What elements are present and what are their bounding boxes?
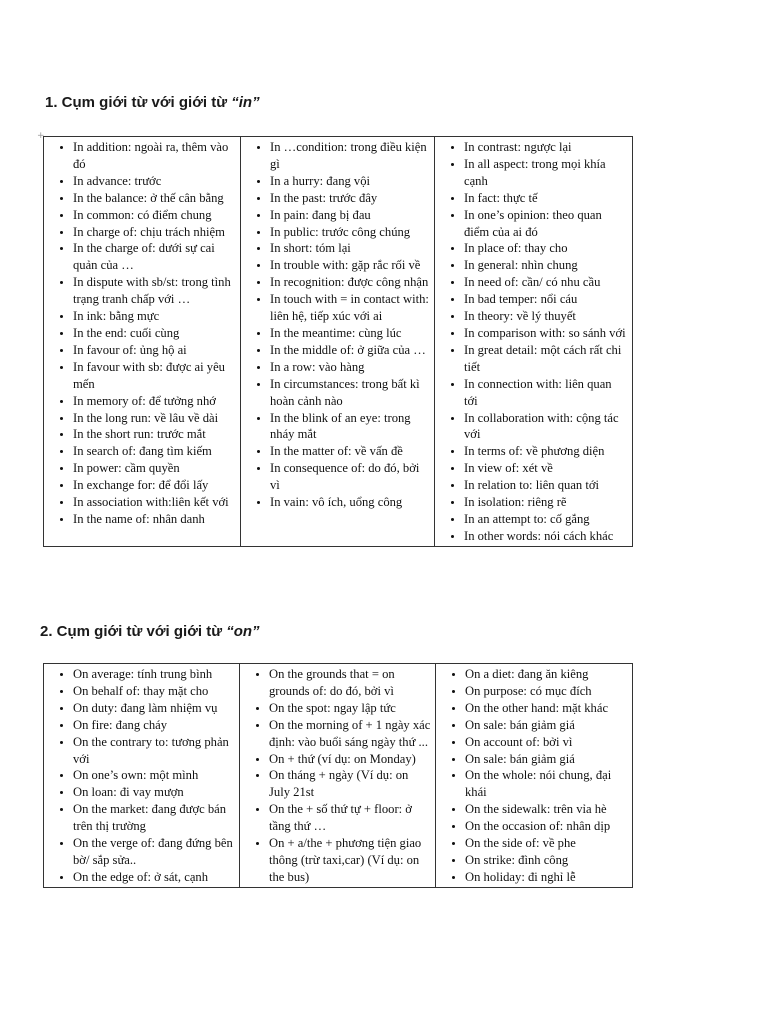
list-item: • On the verge of: đang đứng bên bờ/ sắp sửa.. xyxy=(73,835,235,869)
list-item: • On the morning of + 1 ngày xác định: vào buổi sáng ngày thứ ... xyxy=(269,717,431,751)
list-item: • On the edge of: ở sát, cạnh xyxy=(73,869,235,886)
list-item: • In need of: cần/ có nhu cầu xyxy=(464,274,628,291)
list-item: • On the contrary to: tương phản với xyxy=(73,734,235,768)
list-item: • In view of: xét về xyxy=(464,460,628,477)
list-item: • On loan: đi vay mượn xyxy=(73,784,235,801)
list-item: • In other words: nói cách khác xyxy=(464,528,628,545)
list-item: • In collaboration with: cộng tác với xyxy=(464,410,628,444)
list-item: • In search of: đang tìm kiếm xyxy=(73,443,236,460)
list-item: • In isolation: riêng rẽ xyxy=(464,494,628,511)
list-item: • On the grounds that = on grounds of: do đó, bởi vì xyxy=(269,666,431,700)
table-column xyxy=(435,137,633,547)
list-item: • In exchange for: để đổi lấy xyxy=(73,477,236,494)
list-item: • In touch with = in contact with: liên hệ, tiếp xúc với ai xyxy=(270,291,430,325)
list-item: • In favour with sb: được ai yêu mến xyxy=(73,359,236,393)
in-phrases-table xyxy=(43,136,633,547)
list-item: • In short: tóm lại xyxy=(270,240,430,257)
list-item: • In general: nhìn chung xyxy=(464,257,628,274)
list-item: • In the meantime: cùng lúc xyxy=(270,325,430,342)
list-item: • In great detail: một cách rất chi tiết xyxy=(464,342,628,376)
phrase-list xyxy=(48,666,235,886)
list-item: • In relation to: liên quan tới xyxy=(464,477,628,494)
list-item: • In the end: cuối cùng xyxy=(73,325,236,342)
list-item: • In connection with: liên quan tới xyxy=(464,376,628,410)
section-heading-in xyxy=(45,94,260,111)
list-item: • In ink: bằng mực xyxy=(73,308,236,325)
list-item: • In pain: đang bị đau xyxy=(270,207,430,224)
list-item: • On + a/the + phương tiện giao thông (trừ taxi,car) (Ví dụ: on the bus) xyxy=(269,835,431,886)
list-item: • On holiday: đi nghỉ lễ xyxy=(465,869,628,886)
section-heading-keyword: “on” xyxy=(226,623,260,640)
list-item: • On the other hand: mặt khác xyxy=(465,700,628,717)
table-column xyxy=(44,664,240,888)
list-item: • In dispute with sb/st: trong tình trạng tranh chấp với … xyxy=(73,274,236,308)
list-item: • In all aspect: trong mọi khía cạnh xyxy=(464,156,628,190)
list-item: • In the name of: nhân danh xyxy=(73,511,236,528)
list-item: • On the occasion of: nhân dịp xyxy=(465,818,628,835)
list-item: • On the sidewalk: trên vỉa hè xyxy=(465,801,628,818)
list-item: • On the spot: ngay lập tức xyxy=(269,700,431,717)
list-item: • In the charge of: dưới sự cai quản của … xyxy=(73,240,236,274)
phrase-list xyxy=(245,139,430,511)
list-item: • In circumstances: trong bất kì hoàn cảnh nào xyxy=(270,376,430,410)
list-item: • In one’s opinion: theo quan điểm của ai đó xyxy=(464,207,628,241)
list-item: • In memory of: để tưởng nhớ xyxy=(73,393,236,410)
section-heading-keyword: “in” xyxy=(231,94,260,111)
list-item: • On sale: bán giảm giá xyxy=(465,751,628,768)
list-item: • In trouble with: gặp rắc rối về xyxy=(270,257,430,274)
list-item: • In common: có điểm chung xyxy=(73,207,236,224)
list-item: • On one’s own: một mình xyxy=(73,767,235,784)
list-item: • On strike: đình công xyxy=(465,852,628,869)
phrase-list xyxy=(440,666,628,886)
list-item: • On the market: đang được bán trên thị trường xyxy=(73,801,235,835)
section-heading-text: 2. Cụm giới từ với giới từ xyxy=(40,623,227,640)
list-item: • On the whole: nói chung, đại khái xyxy=(465,767,628,801)
list-item: • On purpose: có mục đích xyxy=(465,683,628,700)
table-anchor-icon: + xyxy=(37,131,45,141)
list-item: • In an attempt to: cố gắng xyxy=(464,511,628,528)
phrase-list xyxy=(48,139,236,528)
table-column xyxy=(240,664,436,888)
list-item: • In addition: ngoài ra, thêm vào đó xyxy=(73,139,236,173)
phrase-list xyxy=(244,666,431,886)
list-item: • On a diet: đang ăn kiêng xyxy=(465,666,628,683)
table-column xyxy=(44,137,241,547)
list-item: • On average: tính trung bình xyxy=(73,666,235,683)
list-item: • In fact: thực tế xyxy=(464,190,628,207)
list-item: • In a hurry: đang vội xyxy=(270,173,430,190)
list-item: • In favour of: ủng hộ ai xyxy=(73,342,236,359)
list-item: • In association with:liên kết với xyxy=(73,494,236,511)
list-item: • In the past: trước đây xyxy=(270,190,430,207)
list-item: • In the middle of: ở giữa của … xyxy=(270,342,430,359)
list-item: • On fire: đang cháy xyxy=(73,717,235,734)
list-item: • On tháng + ngày (Ví dụ: on July 21st xyxy=(269,767,431,801)
list-item: • In …condition: trong điều kiện gì xyxy=(270,139,430,173)
list-item: • In vain: vô ích, uổng công xyxy=(270,494,430,511)
phrase-list xyxy=(439,139,628,545)
list-item: • In contrast: ngược lại xyxy=(464,139,628,156)
list-item: • In terms of: về phương diện xyxy=(464,443,628,460)
list-item: • In place of: thay cho xyxy=(464,240,628,257)
list-item: • In consequence of: do đó, bởi vì xyxy=(270,460,430,494)
table-column xyxy=(241,137,435,547)
list-item: • In bad temper: nổi cáu xyxy=(464,291,628,308)
list-item: • On account of: bởi vì xyxy=(465,734,628,751)
list-item: • On sale: bán giảm giá xyxy=(465,717,628,734)
list-item: • In comparison with: so sánh với xyxy=(464,325,628,342)
table-column xyxy=(436,664,633,888)
section-heading-text: 1. Cụm giới từ với giới từ xyxy=(45,94,232,111)
list-item: • On the side of: về phe xyxy=(465,835,628,852)
list-item: • In public: trước công chúng xyxy=(270,224,430,241)
on-phrases-table xyxy=(43,663,633,888)
list-item: • In a row: vào hàng xyxy=(270,359,430,376)
list-item: • On duty: đang làm nhiệm vụ xyxy=(73,700,235,717)
list-item: • In the long run: về lâu về dài xyxy=(73,410,236,427)
list-item: • In advance: trước xyxy=(73,173,236,190)
list-item: • In recognition: được công nhận xyxy=(270,274,430,291)
list-item: • In charge of: chịu trách nhiệm xyxy=(73,224,236,241)
list-item: • In the matter of: về vấn đề xyxy=(270,443,430,460)
list-item: • On + thứ (ví dụ: on Monday) xyxy=(269,751,431,768)
list-item: • In the short run: trước mắt xyxy=(73,426,236,443)
list-item: • In the blink of an eye: trong nháy mắt xyxy=(270,410,430,444)
list-item: • On behalf of: thay mặt cho xyxy=(73,683,235,700)
list-item: • In theory: về lý thuyết xyxy=(464,308,628,325)
list-item: • On the + số thứ tự + floor: ở tầng thứ … xyxy=(269,801,431,835)
section-heading-on xyxy=(40,623,260,640)
list-item: • In the balance: ở thế cân bằng xyxy=(73,190,236,207)
list-item: • In power: cầm quyền xyxy=(73,460,236,477)
